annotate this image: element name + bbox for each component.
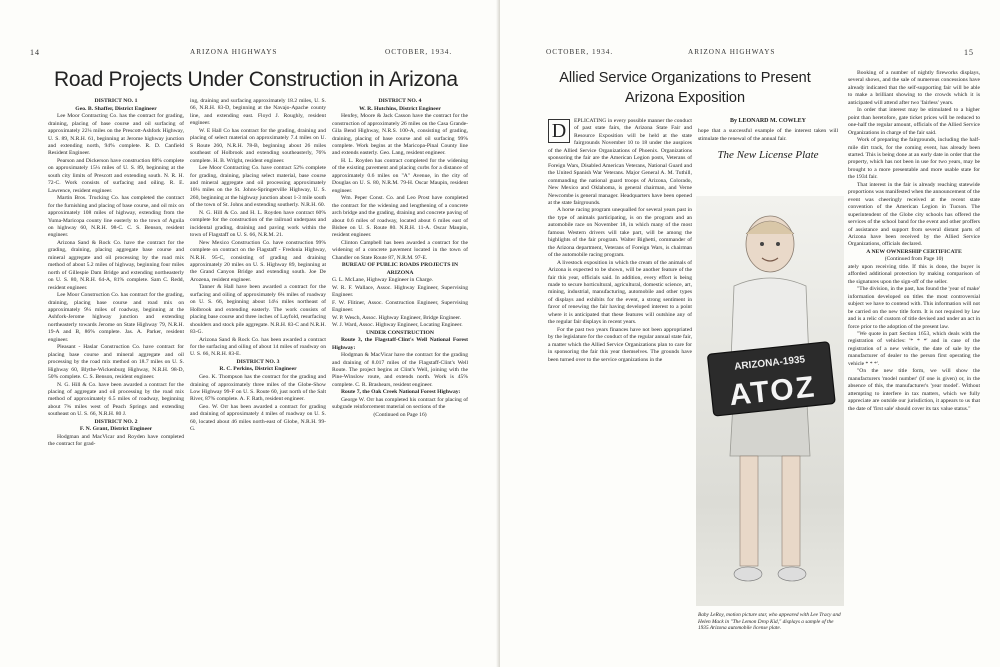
column-4: [548, 118, 692, 638]
child-with-plate-illustration: [696, 196, 844, 606]
paragraph: N. G. Hill & Co. have been awarded a contract for the placing of aggregate and oil processing by the road mix method of approximately 6.5 miles of roadway, beginning about 7¾ miles west of Peach Springs and extending southeast on U. S. 66, N.R.H. 80 J.: [48, 381, 184, 418]
left-page-number: 14: [30, 48, 40, 57]
section-heading: DISTRICT NO. 1: [94, 98, 138, 104]
paragraph: Pleasant - Haslar Construction Co. have contract for placing base course and mineral aggregate and oil processing by the road mix method on 18.7 miles on U. S. Highway 60, Blythe-Wickenburg Highway, N.R.H. 98-D, 50% complete. C. S. Benson, resident engineer.: [48, 344, 184, 381]
article-title-road-projects: Road Projects Under Construction in Arizona: [54, 68, 458, 91]
license-plate-photo: [696, 196, 844, 606]
license-plate-heading: The New License Plate: [717, 149, 819, 162]
paragraph: W. J. Ward, Assoc. Highway Engineer, Locating Engineer.: [332, 322, 463, 329]
continuation-note: (Continued on Page 16): [373, 411, 427, 418]
section-heading: R. C. Perkins, District Engineer: [219, 366, 297, 373]
paragraph: W. R. F. Wallace, Assoc. Highway Engineer, Supervising Engineer.: [332, 284, 468, 299]
paragraph: H. L. Royden has contract completed for the widening of the existing pavement and placing curbs for a distance of approximately 0.6 miles on "A" Avenue, in the city of Douglas on U. S. 80, N.R.M. 79-H. Oscar Maupin, resident engineer.: [332, 157, 468, 194]
section-heading: DISTRICT NO. 3: [236, 358, 280, 365]
paragraph: Geo. K. Thompson has the contract for the grading and draining of approximately three miles of the Globe-Show Low Highway 99-F on U. S. Route 60, just north of the Salt River, 87% complete. A. F. Rath, resident engineer.: [190, 374, 326, 403]
section-heading: DISTRICT NO. 4: [378, 98, 422, 104]
paragraph: Hodgman & MacVicar have the contract for the grading and draining of 8.017 miles of the Flagstaff-Clint's Well Route. The project begins at Clint's Well, joining with the Pine-Winslow route, and extends north. Work is 45% complete. C. R. Brashears, resident engineer.: [332, 352, 468, 388]
paragraph: Arizona Sand & Rock Co. has been awarded a contract for the surfacing and oiling of about 14 miles of roadway on U. S. 66, N.R.H. 83-E.: [190, 336, 326, 358]
paragraph: That interest in the fair is already reaching statewide proportions was manifested when the announcement of the event was cheeringly received at the recent state convention of the American Legion in Tucson. The superintendent of the Globe city schools has offered the services of the school band for the event and other proffers of assistance and support from several distant parts of Arizona have been received by the Allied Service Organizations, officials declared.: [848, 181, 980, 248]
paragraph: Wm. Peper Const. Co. and Leo Prost have completed the contract for the widening and lengthening of a concrete arch bridge and the grading, draining and concrete paving of about 0.6 miles of roadway, located about 6 miles east of Bisbee on U. S. Route 80. N.R.H. 11-A. Oscar Maupin, resident engineer.: [332, 195, 468, 239]
route-heading: Route 7, the Oak Creek National Forest Highway:: [341, 389, 461, 396]
paragraph: Booking of a number of nightly fireworks displays, several shows, and the sale of numerous concessions have already indicated that the self-supporting fair will be able to make a brilliant showing to the crowds which it is anticipated will attend after two 'fairless' years.: [848, 70, 980, 106]
paragraph: Arizona Sand & Rock Co. have the contract for the grading, draining, placing aggregate base course and mineral aggregate and oil processing by the road mix method of about 5.2 miles of highway, beginning four miles north of Gillespie Dam Bridge and extending northeasterly on U. S. 80, N.R.H. 64-A, 81% complete. Sam C. Redd, resident engineer.: [48, 239, 184, 291]
photo-caption: Baby LeRoy, motion picture star, who appeared with Lee Tracy and Helen Mack in "The Lemon Drop Kid," displays a sample of the 1935 Arizona automobile license plate.: [698, 612, 841, 632]
paragraph: "We quote in part Section 1653, which deals with the registration of vehicles: '* * *' and in case of the registration of a new vehicle, the date of sale by the manufacturer of dealer to the person first operating the vehicle * * *'.: [848, 331, 980, 367]
section-heading: DISTRICT NO. 2: [94, 418, 138, 425]
column-2: [190, 98, 326, 638]
paragraph: For the past two years finances have not been appropriated by the legislature for the conduct of the regular annual state fair, a matter which the Allied Service Organizations plan to care for in sponsoring the fair this year themselves. The grounds have been turned over to the service organizations in the: [548, 326, 692, 363]
section-heading: UNDER CONSTRUCTION: [365, 329, 435, 336]
paragraph: G. L. McLane, Highway Engineer in Charge.: [332, 277, 434, 284]
paragraph: In order that interest may be stimulated to a higher point than heretofore, gate ticket prices will be reduced to one-half the regular amount, officials of the Allied Service Organizations in charge of the fair said.: [848, 107, 980, 136]
column-1: [48, 98, 184, 638]
license-plate: [707, 342, 835, 416]
intro-paragraph: EPLICATING in every possible manner the conduct of past state fairs, the Arizona State Fair and Resource Exposition will be held at the state fairgrounds November 10 to 18 under the auspices of the Allied Service Organizations of Phoenix. Organizations sponsoring the fair are the American Legion posts, Veterans of Foreign Wars, Disabled American Veterans, National Guard and the United Spanish War Veterans. Major General A. M. Tuthill, commanding the national guard troops of Arizona, Colorado, New Mexico and Oklahoma, is general chairman, and Verne Newcombe is general manager. Headquarters have been opened at the state fairgrounds.: [548, 118, 692, 206]
paragraph: ing, draining and surfacing approximately 18.2 miles, U. S. 66, N.R.H. 83-D, beginning at the Navajo-Apache county line, and extending east. Floyd J. Roughly, resident engineer.: [190, 98, 326, 127]
section-heading: BUREAU OF PUBLIC ROADS PROJECTS IN ARIZONA: [341, 262, 459, 276]
left-running-title: ARIZONA HIGHWAYS: [190, 48, 278, 56]
paragraph: Tanner & Hall have been awarded a contract for the surfacing and oiling of approximately 6¾ miles of roadway on U. S. 66, beginning about 14¼ miles northeast of Holbrook and extending easterly. The work consists of placing base course and three inches of Layfold, resurfacing shoulders and stock pile aggregate. N.R.H. 83-C and N.R.H. 83-G.: [190, 284, 326, 336]
plate-number-text: ATOZ: [727, 370, 818, 413]
paragraph: A horse racing program unequalled for several years past in the type of animals participating, is on the program and an automobile race on November 18, in which many of the most famous Western drivers will take part, will be among the highlights of the fair program. Walter Bighetti, commander of the Arizona department, Veterans of Foreign Wars, is chairman of the automobile racing program.: [548, 207, 692, 259]
right-page: [500, 0, 1000, 667]
section-heading: A NEW OWNERSHIP CERTIFICATE: [866, 248, 962, 255]
paragraph: Lee Moor Contracting Co. have contract 52% complete for grading, draining, placing select material, base course and mineral aggregate and oil processing approximately 10¼ miles on the St. Johns-Springerville Highway, U. S. 260, beginning at the highway junction about 1-3 mile south of the town of St. Johns and extending southerly. N.R.H. 60.: [190, 165, 326, 209]
paragraph: New Mexico Construction Co. have construction 99% complete on contract on the Flagstaff - Fredonia Highway, N.R.H. 95-C, consisting of grading and draining approximately 20 miles on U. S. Highway 89, beginning at the Grand Canyon Bridge and extending south. Joe De Arozena, resident engineer.: [190, 239, 326, 283]
paragraph: Clinton Campbell has been awarded a contract for the widening of a concrete pavement located in the town of Chandler on State Route 87, N.R.M. 97-E.: [332, 239, 468, 261]
column-5-top: By LEONARD M. COWLEY hope that a successful example of the interest taken will stimulate the renewal of the annual fair. The New License Plate: [698, 118, 838, 162]
paragraph: Lee Moor Contracting Co. has the contract for grading, draining, placing of base course and oil surfacing of approximately 22¼ miles on the Prescott-Ashfork Highway, U. S. 89, N.R.H. 61, beginning at Jerome highway junction and extending north, 94% complete. R. D. Canfield Resident Engineer.: [48, 113, 184, 157]
column-6: [848, 70, 980, 640]
paragraph: "The division, in the past, has found the 'year of make' information developed on titles the most controversial subject we have to contend with. This information will not be carried on the new title form. It is not required by law and is a relic of custom of title devised and under an act in force prior to the adoption of the present law.: [848, 286, 980, 330]
article-title-exposition: Allied Service Organizations to Present Arizona Exposition: [559, 70, 811, 106]
section-heading: W. R. Hutchins, District Engineer: [359, 105, 441, 112]
drop-cap: D: [548, 119, 570, 143]
right-running-title: ARIZONA HIGHWAYS: [688, 48, 776, 56]
byline: By LEONARD M. COWLEY: [729, 118, 806, 124]
route-heading: Route 3, the Flagstaff-Clint's Well National Forest Highway:: [332, 337, 468, 351]
left-date: OCTOBER, 1934.: [385, 48, 453, 56]
section-heading: F. N. Grant, District Engineer: [79, 426, 153, 433]
paragraph: ately upon receiving title. If this is done, the buyer is afforded additional protection by making comparison of the signatures upon the sign-off of the seller.: [848, 263, 980, 285]
paragraph: N. G. Hill & Co. and H. L. Royden have contract 60% complete for the construction of the railroad underpass and incidental grading, draining and paving work within the town of Flagstaff on U. S. 66, N.R.M. 21.: [190, 209, 326, 239]
paragraph: F. W. Flitiner, Assoc. Construction Engineer, Supervising Engineer.: [332, 299, 468, 314]
plate-year-text: ARIZONA-1935: [733, 354, 806, 373]
paragraph: Lee Moor Construction Co. has contract for the grading, draining, placing base course and road mix on approximately 9¼ miles of roadway, beginning at the Ashfork-Jerome highway junction and extending northeasterly towards Jerome on State Highway 79, N.R.H. 19-A and B, 86% complete. Jas. A. Parker, resident engineer.: [48, 292, 184, 343]
paragraph: Martin Bros. Trucking Co. has completed the contract for the furnishing and placing of base course, and oil mix on approximately 108 miles of highway, extending from the Yuma-Maricopa county line easterly to the town of Aguila on highway 60, N.R.H. 98-C. C. S. Benson, resident engineer.: [48, 195, 184, 239]
continuation-note: (Continued from Page 10): [884, 256, 944, 263]
column-3: [332, 98, 468, 638]
paragraph: A livestock exposition in which the cream of the animals of Arizona is expected to be shown, will be another feature of the fair this year, officials said. In addition, every effort is being made to secure horticultural, agricultural, domestic science, art, mining, industrial, manufacturing, automobile and other types of displays and exhibits for the event, a strong sentiment in favor of renewing the fair having developed interest to a point where it is anticipated that these features will outshine any of the regular fair displays in recent years.: [548, 259, 692, 326]
paragraph: W. E Hall Co has contract for the grading, draining and placing of select material on approximately 7.4 miles on U. S Route 260, N.R.H. 78-B, beginning about 26 miles southeast of Holbrook and extending southeasterly, 76% complete. H. B. Wright, resident engineer.: [190, 127, 326, 164]
paragraph: Work of preparing the fairgrounds, including the half-mile dirt track, for the coming event, has already been started. This is being done at an early date in order that the property, which has not been in use for two years, may be brought to a more presentable and more usable state for the 1934 fair.: [848, 137, 980, 181]
paragraph: Pearson and Dickerson have construction 88% complete on approximately 15¼ miles of U. S. 89, beginning at the south city limits of Prescott and extending south. N. R. H. 72-C. Work consists of surfacing and oiling. R. E. Lawrence, resident engineer.: [48, 157, 184, 194]
paragraph: Geo. W. Orr has been awarded a contract for grading and draining of approximately 4 miles of roadway on U. S. 60, located about 46 miles north-east of Globe, N.R.H. 99-G.: [190, 403, 326, 433]
paragraph: Hodgman and MacVicar and Royden have completed the contract for grad-: [48, 433, 184, 448]
paragraph: W. P. Wesch, Assoc. Highway Engineer, Bridge Engineer.: [332, 314, 462, 321]
right-date: OCTOBER, 1934.: [546, 48, 614, 56]
section-heading: Geo. B. Shaffer, District Engineer: [75, 105, 157, 112]
paragraph: "On the new title form, we will show the manufacturers 'model number' (if one is given) or, in the absence of this, the manufacturer's 'year model'. Without attempting to interfere in tax matters, which we fully appreciate are outside our jurisdiction, it appears to us that the date of 'first sale' should cover its tax value status.": [848, 368, 980, 412]
paragraph: Henfey, Moore & Jack Casson have the contract for the construction of approximately 26 miles on the Casa Grande-Gila Bend Highway, N.R.S. 100-A, consisting of grading, draining, placing of base course and oil surfacing 99% complete. Work begins at the Maricopa-Pinal County line and extends easterly. Geo. Lang, resident engineer.: [332, 113, 468, 157]
right-page-number: 15: [964, 48, 974, 57]
paragraph: George W. Orr has completed his contract for placing of subgrade reinforcement material on sections of the: [332, 396, 468, 411]
